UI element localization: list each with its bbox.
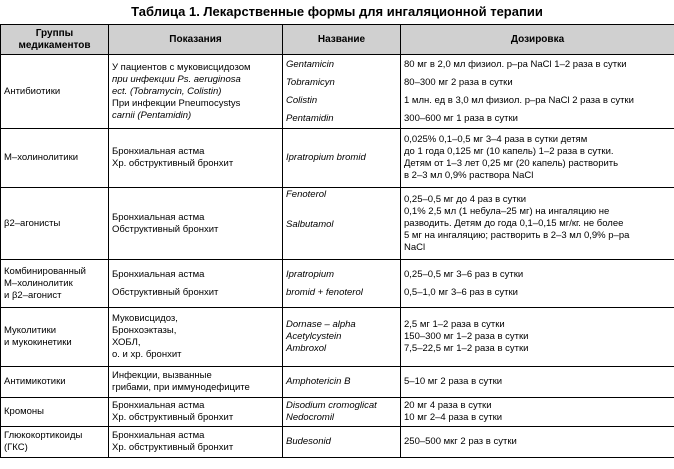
dosage-cell: 80 мг в 2,0 мл физиол. р–ра NaCl 1–2 раза в сутки 80–300 мг 2 раза в сутки 1 млн. ед в 3,0 мл физиол. р–ра NaCl 2 раза в сутки 300–600 мг 1 раза в сутки bbox=[401, 55, 674, 129]
group-cell: Антибиотики bbox=[1, 55, 109, 129]
table-row bbox=[1, 398, 674, 427]
header-name: Название bbox=[283, 25, 401, 55]
indications-cell: Бронхиальная астма Обструктивный бронхит bbox=[109, 260, 283, 308]
group-cell: β2–агонисты bbox=[1, 188, 109, 260]
indications-cell: Бронхиальная астма Обструктивный бронхит bbox=[109, 188, 283, 260]
header-dosage: Дозировка bbox=[401, 25, 674, 55]
table-row bbox=[1, 367, 674, 398]
indications-cell: Бронхиальная астма Хр. обструктивный бронхит bbox=[109, 129, 283, 188]
name-cell: Amphotericin B bbox=[283, 367, 401, 398]
group-cell: Комбинированный М–холинолитик и β2–агонист bbox=[1, 260, 109, 308]
name-cell: Fenoterol Salbutamol bbox=[283, 188, 401, 260]
dosage-cell: 5–10 мг 2 раза в сутки bbox=[401, 367, 674, 398]
table-row bbox=[1, 129, 674, 188]
group-cell: Глюкокортикоиды (ГКС) bbox=[1, 427, 109, 458]
name-cell: Ipratropium bromid bbox=[283, 129, 401, 188]
name-cell: Ipratropium bromid + fenoterol bbox=[283, 260, 401, 308]
table-row bbox=[1, 260, 674, 308]
inhalation-table bbox=[0, 24, 674, 458]
name-cell: Dornase – alpha Acetylcystein Ambroxol bbox=[283, 308, 401, 367]
table-row bbox=[1, 308, 674, 367]
header-groups: Группы медикаментов bbox=[1, 25, 109, 55]
group-cell: М–холинолитики bbox=[1, 129, 109, 188]
dosage-cell: 20 мг 4 раза в сутки 10 мг 2–4 раза в сутки bbox=[401, 398, 674, 427]
table-row bbox=[1, 427, 674, 458]
name-cell: Disodium cromoglicat Nedocromil bbox=[283, 398, 401, 427]
dosage-cell: 0,25–0,5 мг 3–6 раз в сутки 0,5–1,0 мг 3–6 раз в сутки bbox=[401, 260, 674, 308]
dosage-cell: 0,025% 0,1–0,5 мг 3–4 раза в сутки детям до 1 года 0,125 мг (10 капель) 1–2 раза в сутки. Детям от 1–3 лет 0,25 мг (20 капель) растворить в 2–3 мл 0,9% раствора NaCl bbox=[401, 129, 674, 188]
table-row bbox=[1, 55, 674, 129]
indications-cell: Бронхиальная астма Хр. обструктивный бронхит bbox=[109, 398, 283, 427]
indications-cell: Муковисцидоз, Бронхоэктазы, ХОБЛ, о. и хр. бронхит bbox=[109, 308, 283, 367]
table-row bbox=[1, 188, 674, 260]
group-cell: Муколитики и мукокинетики bbox=[1, 308, 109, 367]
dosage-cell: 2,5 мг 1–2 раза в сутки 150–300 мг 1–2 раза в сутки 7,5–22,5 мг 1–2 раза в сутки bbox=[401, 308, 674, 367]
indications-cell: У пациентов с муковисцидозом при инфекции Ps. aeruginosa ect. (Tobramycin, Colistin) При инфекции Pneumocystys carnii (Pentamidin) bbox=[109, 55, 283, 129]
indications-cell: Бронхиальная астма Хр. обструктивный бронхит bbox=[109, 427, 283, 458]
name-cell: Budesonid bbox=[283, 427, 401, 458]
name-cell: Gentamicin Tobramicyn Colistin Pentamidin bbox=[283, 55, 401, 129]
group-cell: Кромоны bbox=[1, 398, 109, 427]
indications-cell: Инфекции, вызванные грибами, при иммунодефиците bbox=[109, 367, 283, 398]
dosage-cell: 0,25–0,5 мг до 4 раз в сутки 0,1% 2,5 мл (1 небула–25 мг) на ингаляцию не разводить. Детям до года 0,1–0,15 мг/кг. не более 5 мг на ингаляцию; растворить в 2–3 мл 0,9% р–ра NaCl bbox=[401, 188, 674, 260]
header-indications: Показания bbox=[109, 25, 283, 55]
dosage-cell: 250–500 мкг 2 раз в сутки bbox=[401, 427, 674, 458]
group-cell: Антимикотики bbox=[1, 367, 109, 398]
header-row bbox=[1, 25, 674, 55]
table-title: Таблица 1. Лекарственные формы для ингаляционной терапии bbox=[131, 4, 543, 19]
